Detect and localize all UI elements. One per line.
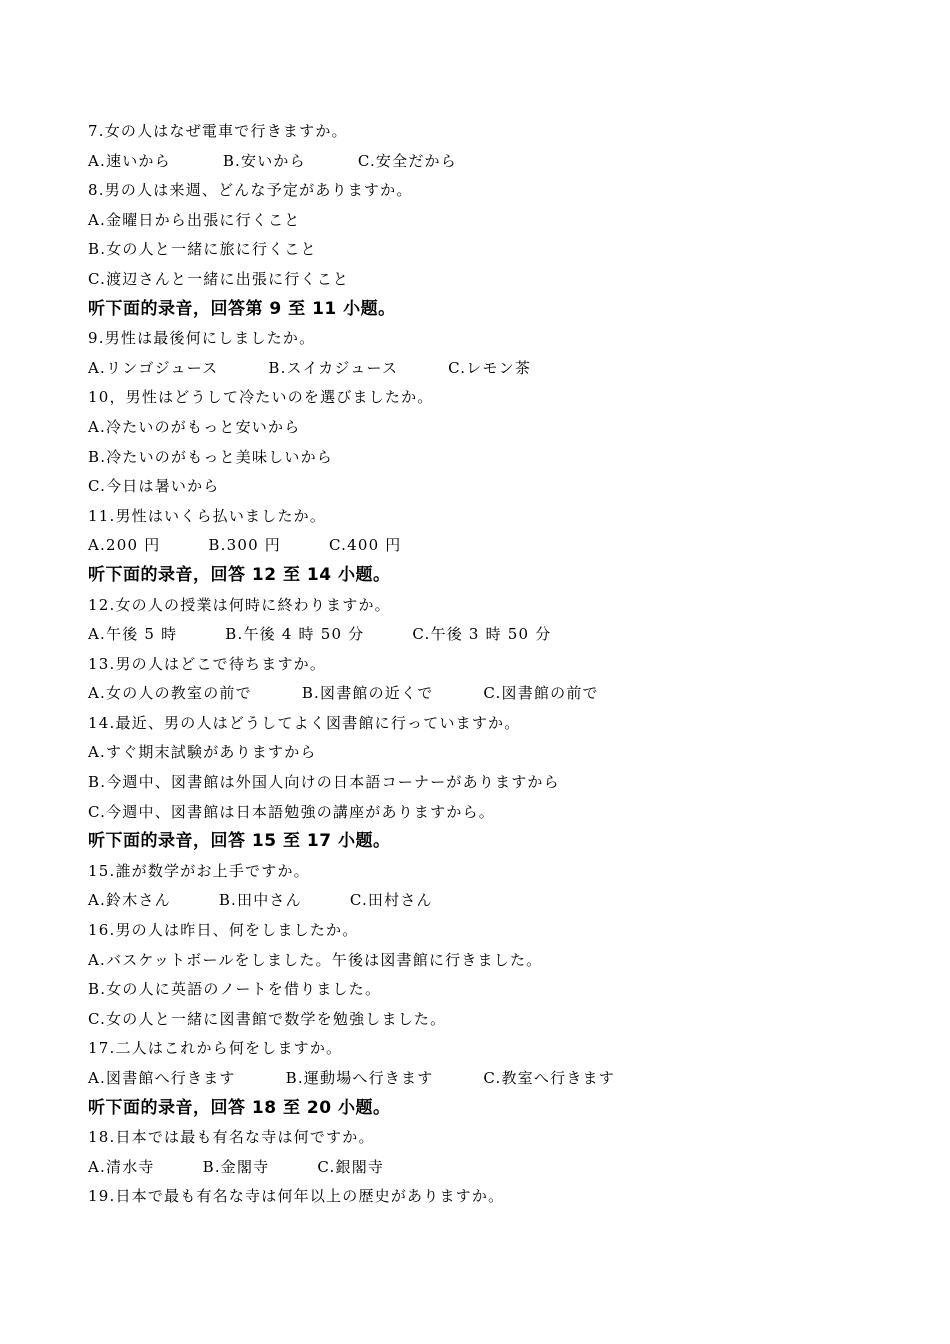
question-text: B.女の人と一緒に旅に行くこと	[88, 240, 317, 259]
answer-option: C.教室へ行きます	[483, 1069, 615, 1087]
question-text: 11.男性はいくら払いましたか。	[88, 506, 327, 525]
question-text: 12.女の人の授業は何時に終わりますか。	[88, 595, 391, 614]
answer-option: C.銀閣寺	[317, 1157, 385, 1176]
answer-option: B.スイカジュース	[268, 358, 399, 377]
question-text: B.女の人に英語のノートを借りました。	[88, 980, 382, 999]
answer-option: B.図書館の近くで	[301, 684, 434, 703]
question-text: C.渡辺さんと一緒に出張に行くこと	[88, 269, 350, 288]
answer-options	[88, 886, 888, 916]
question-text: A.金曜日から出張に行くこと	[88, 210, 301, 229]
answer-options	[88, 354, 888, 384]
question-text: A.バスケットボールをしました。午後は図書館に行きました。	[88, 950, 543, 969]
question-list	[88, 117, 888, 1212]
question-text: 10，男性はどうして冷たいのを選びましたか。	[88, 388, 434, 407]
section-heading: 听下面的录音，回答 15 至 17 小题。	[88, 831, 391, 852]
answer-option: A.リンゴジュース	[88, 358, 219, 377]
answer-option: A.速いから	[88, 151, 171, 170]
answer-option: A.鈴木さん	[88, 891, 171, 910]
answer-option: B.午後 4 時 50 分	[225, 625, 365, 644]
question-text: 16.男の人は昨日、何をしましたか。	[88, 921, 359, 940]
answer-option: C.午後 3 時 50 分	[412, 625, 552, 644]
question-text: 14.最近、男の人はどうしてよく図書館に行っていますか。	[88, 713, 521, 732]
answer-option: B.田中さん	[218, 891, 302, 910]
question-text: 13.男の人はどこで待ちますか。	[88, 654, 327, 673]
answer-option: C.図書館の前で	[483, 684, 599, 703]
answer-option: A.図書館へ行きます	[88, 1069, 236, 1087]
answer-options	[88, 620, 888, 650]
answer-options	[88, 1153, 888, 1183]
question-text: A.冷たいのがもっと安いから	[88, 417, 301, 436]
answer-option: B.金閣寺	[202, 1157, 270, 1176]
answer-options	[88, 531, 888, 561]
question-text: C.今週中、図書館は日本語勉強の講座がありますから。	[88, 802, 495, 821]
question-text: 19.日本で最も有名な寺は何年以上の歴史がありますか。	[88, 1187, 505, 1206]
question-text: 9.男性は最後何にしましたか。	[88, 329, 316, 348]
answer-options	[88, 1064, 888, 1094]
answer-option: B.300 円	[208, 536, 281, 555]
question-text: B.冷たいのがもっと美味しいから	[88, 447, 333, 466]
question-text: C.女の人と一緒に図書館で数学を勉強しました。	[88, 1009, 447, 1028]
question-text: 17.二人はこれから何をしますか。	[88, 1039, 343, 1058]
answer-option: B.運動場へ行きます	[285, 1069, 434, 1087]
answer-option: A.200 円	[88, 536, 161, 555]
answer-option: C.レモン茶	[448, 358, 532, 377]
question-text: B.今週中、図書館は外国人向けの日本語コーナーがありますから	[88, 773, 560, 792]
answer-option: A.清水寺	[88, 1157, 155, 1176]
answer-option: C.400 円	[329, 536, 402, 555]
answer-option: A.女の人の教室の前で	[88, 684, 252, 703]
answer-option: C.安全だから	[357, 151, 457, 170]
question-text: A.すぐ期末試験がありますから	[88, 743, 317, 762]
question-text: 15.誰が数学がお上手ですか。	[88, 861, 310, 880]
section-heading: 听下面的录音，回答第 9 至 11 小题。	[88, 298, 396, 319]
section-heading: 听下面的录音，回答 12 至 14 小题。	[88, 564, 391, 585]
answer-option: B.安いから	[222, 151, 306, 170]
answer-options	[88, 147, 888, 177]
question-text: 18.日本では最も有名な寺は何ですか。	[88, 1128, 375, 1147]
answer-option: A.午後 5 時	[88, 625, 178, 644]
question-text: C.今日は暑いから	[88, 477, 220, 496]
question-text: 8.男の人は来週、どんな予定がありますか。	[88, 181, 413, 200]
answer-options	[88, 679, 888, 709]
answer-option: C.田村さん	[349, 891, 433, 910]
question-text: 7.女の人はなぜ電車で行きますか。	[88, 122, 348, 140]
section-heading: 听下面的录音，回答 18 至 20 小题。	[88, 1097, 391, 1118]
